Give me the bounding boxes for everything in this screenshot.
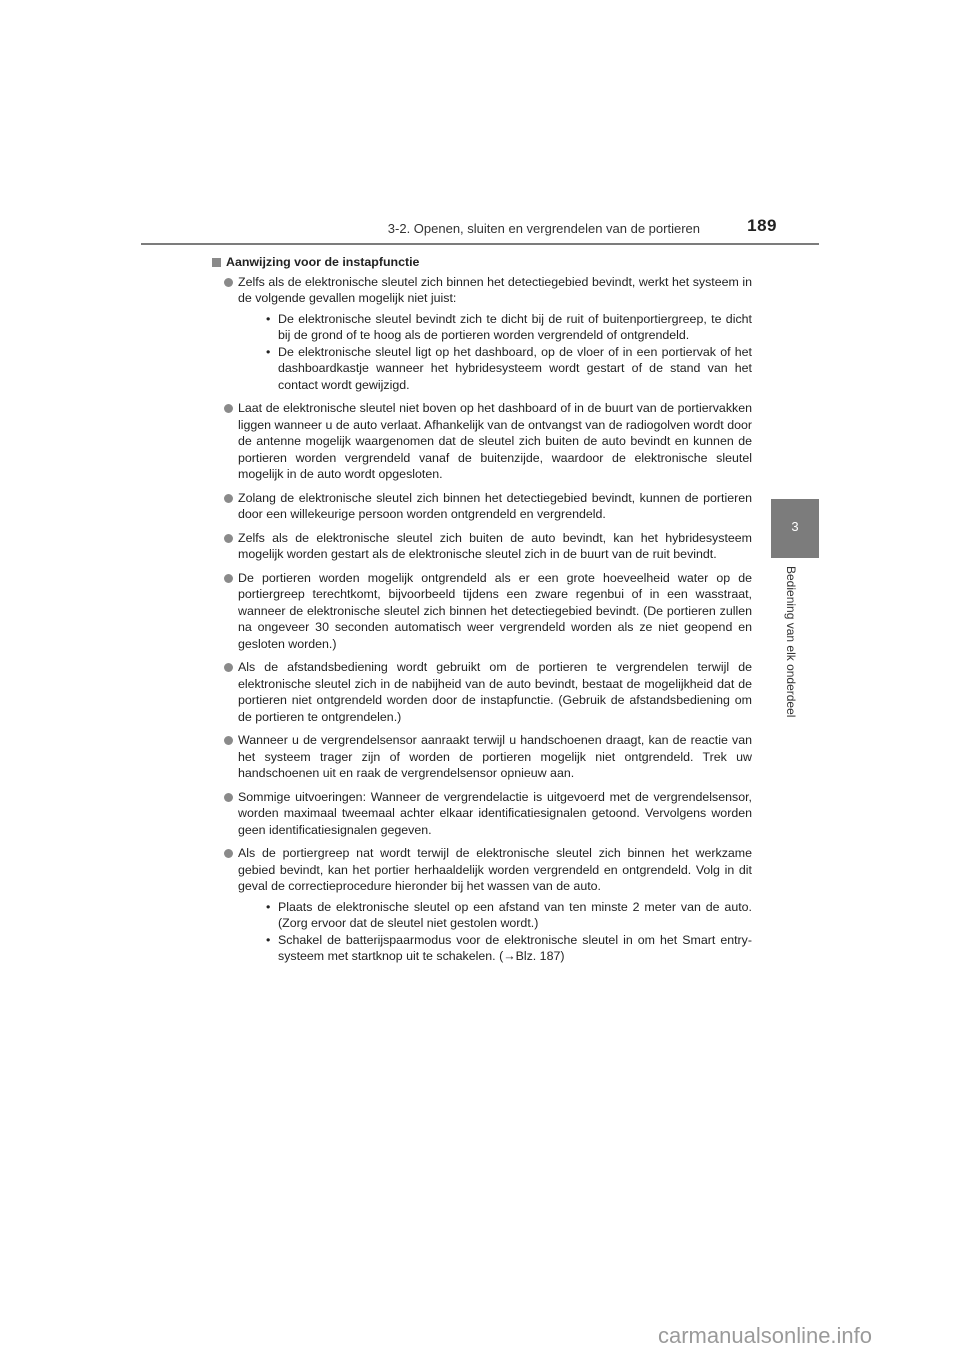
list-item <box>212 789 752 839</box>
dot-bullet-icon: • <box>266 311 271 326</box>
list-item <box>212 570 752 653</box>
chapter-tab <box>771 499 819 558</box>
sub-list-item-text: De elektronische sleutel bevindt zich te dicht bij de ruit of buitenportiergreep, te dicht bij de grond of te hoog als de portieren worden vergrendeld of ontgrendeld. <box>278 311 752 342</box>
list-item-text: Als de portiergreep nat wordt terwijl de elektronische sleutel zich binnen het werkzame gebied bevindt, kan het portier herhaaldelijk worden vergrendeld en ontgrendeld. Volg in dit geval de correctieprocedure hieronder bij het wassen van de auto. <box>238 846 752 893</box>
list-item <box>212 732 752 782</box>
round-bullet-icon <box>224 404 233 413</box>
list-item-text: De portieren worden mogelijk ontgrendeld als er een grote hoeveelheid water op de portiergreep terechtkomt, bijvoorbeeld tijdens een zware regenbui of in een wasstraat, wanneer de elektronische sleutel zich binnen het detectiegebied bevindt. (De portieren zullen na ongeveer 30 seconden automatisch weer vergrendeld worden als ze niet geopend en gesloten worden.) <box>238 570 752 651</box>
dot-bullet-icon: • <box>266 899 271 914</box>
sub-list <box>266 311 752 394</box>
sub-list-item <box>266 344 752 394</box>
chapter-number: 3 <box>791 519 799 534</box>
section-heading <box>212 254 752 271</box>
round-bullet-icon <box>224 793 233 802</box>
list-item <box>212 530 752 563</box>
site-watermark: carmanualsonline.info <box>658 1323 873 1348</box>
section-title: 3-2. Openen, sluiten en vergrendelen van de portieren <box>387 221 700 236</box>
round-bullet-icon <box>224 663 233 672</box>
round-bullet-icon <box>224 278 233 287</box>
dot-bullet-icon: • <box>266 932 271 947</box>
round-bullet-icon <box>224 574 233 583</box>
list-item-text: Wanneer u de vergrendelsensor aanraakt terwijl u handschoenen draagt, kan de reactie van het systeem trager zijn of worden de portieren mogelijk niet ontgrendeld. Trek uw handschoenen uit en raak de vergrendelsensor opnieuw aan. <box>238 733 752 780</box>
list-item <box>212 400 752 483</box>
square-bullet-icon <box>212 258 221 267</box>
round-bullet-icon <box>224 849 233 858</box>
main-content <box>212 254 752 972</box>
list-item-text: Zolang de elektronische sleutel zich binnen het detectiegebied bevindt, kunnen de portieren door een willekeurige persoon worden ontgrendeld en vergrendeld. <box>238 490 752 521</box>
list-item-text: Laat de elektronische sleutel niet boven op het dashboard of in de buurt van de portiervakken liggen wanneer u de auto verlaat. Afhankelijk van de ontvangst van de radiogolven wordt door de antenne mogelijk waargenomen dat de sleutel zich buiten de auto bevindt en kunnen de portieren worden vergrendeld vanaf de buitenzijde, waardoor de elektronische sleutel mogelijk in de auto wordt opgesloten. <box>238 401 752 481</box>
list-item-text: Sommige uitvoeringen: Wanneer de vergrendelactie is uitgevoerd met de vergrendelsensor, worden maximaal tweemaal achter elkaar identificatiesignalen getoond. Vervolgens worden geen identificatiesignalen gegeven. <box>238 789 752 837</box>
sub-list-item <box>266 899 752 932</box>
list-item <box>212 274 752 394</box>
sub-list-item-text: De elektronische sleutel ligt op het dashboard, op de vloer of in een portiervak of het dashboardkastje wanneer het hybridesysteem wordt gestart of de stand van het contact wordt gewijzigd. <box>278 344 752 392</box>
sub-list-item <box>266 311 752 344</box>
section-heading-text: Aanwijzing voor de instapfunctie <box>226 255 420 269</box>
list-item <box>212 490 752 523</box>
list-item <box>212 659 752 725</box>
dot-bullet-icon: • <box>266 344 271 359</box>
header-divider <box>141 243 819 245</box>
sub-list <box>266 899 752 965</box>
chapter-label: Bediening van elk onderdeel <box>784 566 798 718</box>
list-item-text: Zelfs als de elektronische sleutel zich buiten de auto bevindt, kan het hybridesysteem mogelijk worden gestart als de elektronische sleutel zich in de buurt van de ruit bevindt. <box>238 530 752 561</box>
round-bullet-icon <box>224 736 233 745</box>
round-bullet-icon <box>224 494 233 503</box>
list-item-text: Zelfs als de elektronische sleutel zich binnen het detectiegebied bevindt, werkt het systeem in de volgende gevallen mogelijk niet juist: <box>238 274 752 305</box>
list-item-text: Als de afstandsbediening wordt gebruikt om de portieren te vergrendelen terwijl de elektronische sleutel zich in de nabijheid van de auto bevindt, bestaat de mogelijkheid dat de portieren niet ontgrendeld worden door de instapfunctie. (Gebruik de afstandsbediening om de portieren te ontgrendelen.) <box>238 660 752 724</box>
sub-list-item-text: Plaats de elektronische sleutel op een afstand van ten minste 2 meter van de auto. (Zorg ervoor dat de sleutel niet gestolen wordt.) <box>278 899 752 930</box>
round-bullet-icon <box>224 534 233 543</box>
sub-list-item <box>266 932 752 965</box>
page-number: 189 <box>747 216 777 235</box>
sub-list-item-text: Schakel de batterijspaarmodus voor de elektronische sleutel in om het Smart entry-systeem met startknop uit te schakelen. (→Blz. 187) <box>278 932 752 963</box>
list-item <box>212 845 752 965</box>
